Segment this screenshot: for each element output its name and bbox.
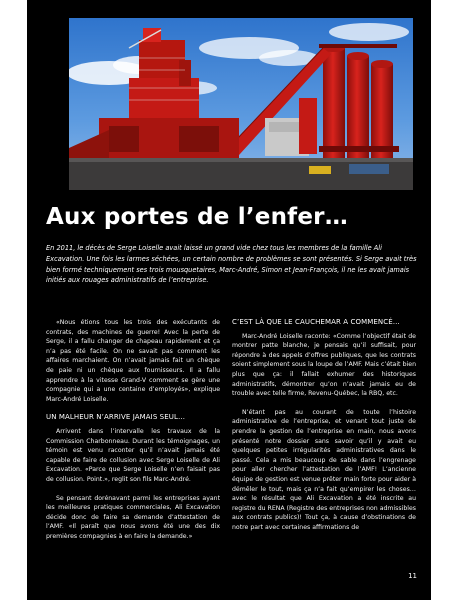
body-paragraph: «Nous étions tous les trois des exécutants de contrats, des machines de guerre! Avec la perte de Serge, il a fallu changer de chapeau rapidement et ça n’a pas été facile. On ne savait pas comment les affaires marchaient. On n’avait jamais fait un chèque de paie ni un chèque aux fournisseurs. Il a fallu apprendre à la vitesse Grand-V comment se gère une compagnie qui a une centaine d’employés», explique Marc-André Loiselle.: [46, 319, 220, 403]
section-heading: C’EST LÀ QUE LE CAUCHEMAR A COMMENCÉ…: [232, 318, 400, 326]
asphalt-plant-photo: [69, 18, 413, 190]
article-intro: En 2011, le décès de Serge Loiselle avait laissé un grand vide chez tous les membres de la famille Ali Excavation. Une fois les larmes séchées, un certain nombre de problèmes se sont présentés. Si Serge avait très bien formé techniquement ses trois mousquetaires, Marc-André, Simon et Jean-François, il ne les avait jamais initiés aux rouages administratifs de l’entreprise.: [46, 244, 417, 285]
left-column: [46, 318, 220, 541]
section-heading: UN MALHEUR N’ARRIVE JAMAIS SEUL…: [46, 413, 186, 422]
body-paragraph: Marc-André Loiselle raconte: «Comme l’objectif était de montrer patte blanche, je pensais qu’il suffisait, pour répondre à des appels d’offres publiques, que les contrats soient simplement sous la loupe de l’AMF. Mais c’était bien plus que ça: il fallait exhumer des historiques administratifs, démontrer qu’on n’avait jamais eu de trouble avec telle firme, Revenu-Québec, la RBQ, etc.: [232, 332, 416, 398]
magazine-page: [27, 0, 431, 600]
page-number: 11: [408, 572, 417, 580]
asphalt-plant-illustration: [69, 18, 413, 190]
right-column: [232, 318, 416, 532]
body-paragraph: Arrivent dans l’intervalle les travaux de la Commission Charbonneau. Durant les témoignages, un témoin est venu raconter qu’il n’avait jamais été capable de faire de collusion avec Serge Loiselle de Ali Excavation. «Parce que Serge Loiselle n’en faisait pas de collusion. Point.», reglit son fils Marc-André.: [46, 427, 220, 483]
body-paragraph: Se pensant dorénavant parmi les entreprises ayant les meilleures pratiques commerciales, Ali Excavation décide donc de faire sa demande d’attestation de l’AMF. «Il paraît que nous avons été une des dix premières compagnies à en faire la demande.»: [46, 494, 220, 540]
article-headline: Aux portes de l’enfer…: [46, 204, 348, 230]
body-paragraph: N’étant pas au courant de toute l’histoire administrative de l’entreprise, et venant tout juste de prendre la gestion de l’entreprise en main, nous avons présenté notre dossier sans savoir qu’il y avait eu quelques petites irrégularités administratives dans le passé. Cela a mis beaucoup de sable dans l’engrenage pour aller chercher l’attestation de l’AMF! L’ancienne équipe de gestion est venue prêter main forte pour aider à démêler le tout, mais ça n’a fait qu’empirer les choses… avec le résultat que Ali Excavation a été inscrite au registre du RENA (Registre des entreprises non admissibles aux contrats publics)! Tout ça, à cause d’obstinations de notre part avec certaines affirmations de: [232, 408, 416, 531]
